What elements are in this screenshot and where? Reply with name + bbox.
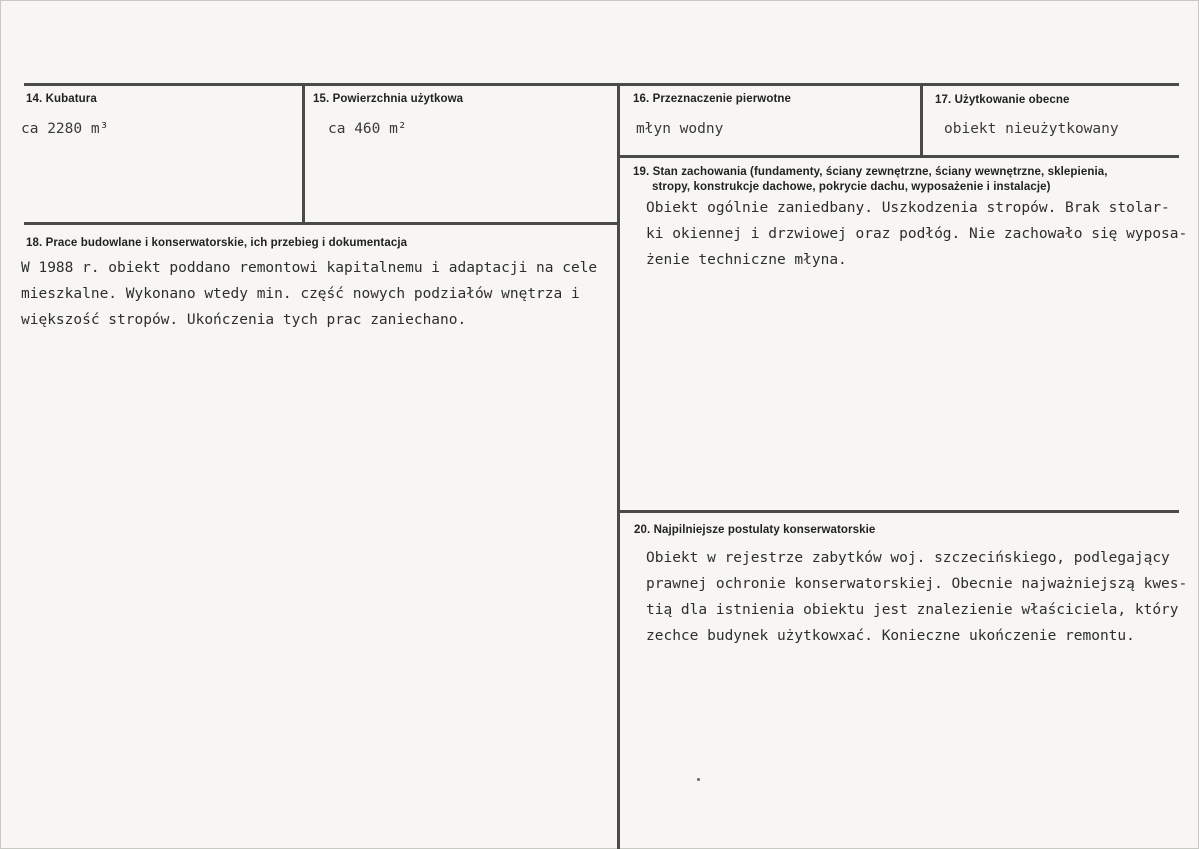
field-14-label: 14. Kubatura: [26, 93, 97, 105]
rule-above-19: [617, 155, 1179, 158]
field-17-label: 17. Użytkowanie obecne: [935, 94, 1070, 106]
divider-16-17: [920, 83, 923, 156]
field-18-line-2: mieszkalne. Wykonano wtedy min. część nowych podziałów wnętrza i: [21, 286, 580, 302]
field-19-label: [633, 165, 1108, 195]
field-18-text: [21, 255, 597, 333]
divider-15-16: [617, 83, 620, 849]
rule-above-18: [24, 222, 620, 225]
ink-speck: [697, 778, 700, 781]
field-17-value: obiekt nieużytkowany: [944, 121, 1119, 137]
field-20-text: [646, 545, 1187, 649]
field-19-text: [646, 195, 1187, 273]
field-19-label-line-1: 19. Stan zachowania (fundamenty, ściany zewnętrzne, ściany wewnętrzne, sklepienia,: [633, 166, 1108, 178]
field-19-line-3: żenie techniczne młyna.: [646, 252, 847, 268]
field-18-label: 18. Prace budowlane i konserwatorskie, ich przebieg i dokumentacja: [26, 237, 408, 249]
field-20-line-2: prawnej ochronie konserwatorskiej. Obecnie najważniejszą kwes-: [646, 576, 1188, 592]
field-19-line-1: Obiekt ogólnie zaniedbany. Uszkodzenia stropów. Brak stolar-: [646, 200, 1170, 216]
field-20-label: 20. Najpilniejsze postulaty konserwatorskie: [634, 524, 876, 536]
field-20-line-1: Obiekt w rejestrze zabytków woj. szczecińskiego, podlegający: [646, 550, 1170, 566]
field-18-line-1: W 1988 r. obiekt poddano remontowi kapitalnemu i adaptacji na cele: [21, 260, 598, 276]
divider-14-15: [302, 83, 305, 225]
field-20-line-3: tią dla istnienia obiektu jest znalezienie właściciela, który: [646, 602, 1179, 618]
field-18-line-3: większość stropów. Ukończenia tych prac zaniechano.: [21, 312, 467, 328]
rule-above-20: [617, 510, 1179, 513]
field-16-label: 16. Przeznaczenie pierwotne: [633, 93, 792, 105]
field-16-value: młyn wodny: [636, 121, 724, 137]
field-14-value: ca 2280 m³: [21, 121, 109, 137]
field-20-line-4: zechce budynek użytkowxać. Konieczne ukończenie remontu.: [646, 628, 1135, 644]
field-15-value: ca 460 m²: [328, 121, 407, 137]
field-15-label: 15. Powierzchnia użytkowa: [313, 93, 464, 105]
field-19-label-line-2: stropy, konstrukcje dachowe, pokrycie dachu, wyposażenie i instalacje): [652, 181, 1051, 193]
top-rule: [24, 83, 1179, 86]
field-19-line-2: ki okiennej i drzwiowej oraz podłóg. Nie zachowało się wyposa-: [646, 226, 1188, 242]
